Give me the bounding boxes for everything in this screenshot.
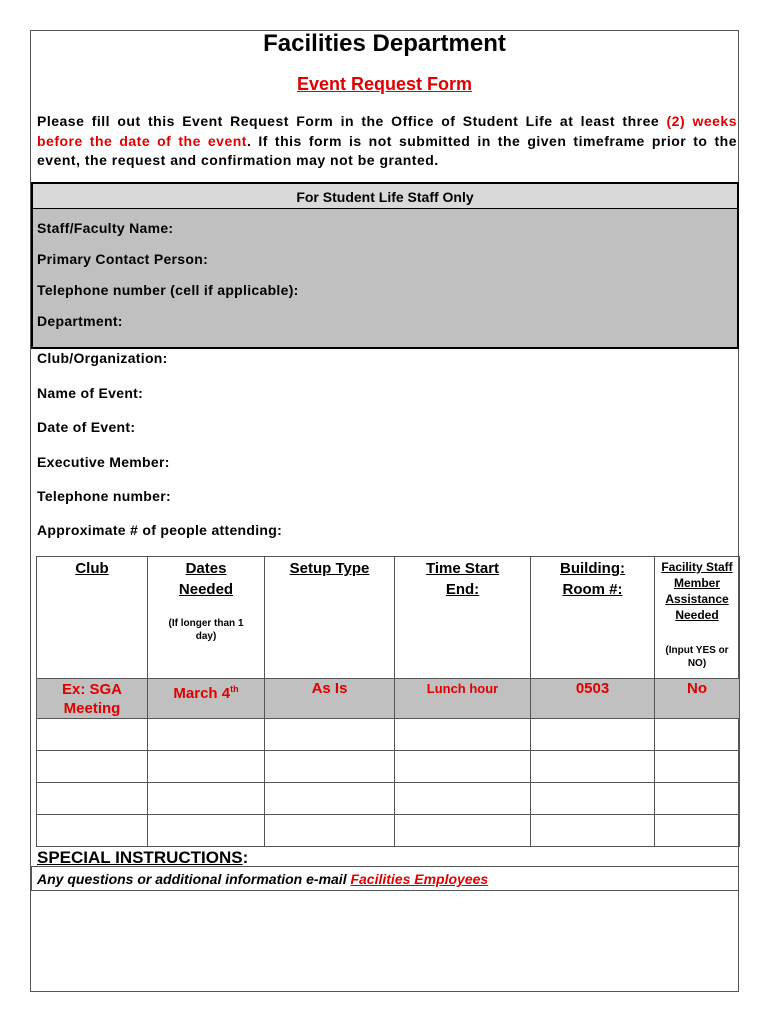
dates-note: (If longer than 1 day) [168,618,244,642]
table-cell[interactable] [37,719,148,751]
request-table [36,556,740,847]
table-cell[interactable] [265,751,395,783]
table-cell[interactable] [265,815,395,847]
table-cell[interactable] [148,815,265,847]
header-dates-label: Dates [185,560,227,577]
table-cell[interactable] [37,815,148,847]
header-time-label-2: End: [445,581,480,598]
table-cell[interactable] [531,783,655,815]
intro-text-2: . If this form is not submitted in the given timeframe prior to the event, the request and confirmation may not be granted. [37,132,737,168]
table-cell[interactable] [395,783,531,815]
facility-note: (Input YES or NO) [665,645,729,669]
example-club: Ex: SGA Meeting [37,679,148,719]
table-row [37,719,740,751]
staff-telephone-field[interactable]: Telephone number (cell if applicable): [37,282,299,298]
facilities-employees-link[interactable]: Facilities Employees [350,871,489,887]
primary-contact-field[interactable]: Primary Contact Person: [37,251,209,267]
event-date-field[interactable]: Date of Event: [37,419,136,435]
header-building [531,557,655,679]
header-time-label: Time Start [425,560,500,577]
executive-member-field[interactable]: Executive Member: [37,454,170,470]
table-cell[interactable] [265,719,395,751]
example-assist: No [655,679,740,719]
table-cell[interactable] [655,815,740,847]
example-room: 0503 [531,679,655,719]
table-cell[interactable] [395,719,531,751]
intro-highlight: (2) weeks before the date of the event [37,113,737,149]
intro-text-1: Please fill out this Event Request Form in the Office of Student Life at least three [37,113,667,129]
table-cell[interactable] [655,751,740,783]
table-row [37,751,740,783]
table-row [37,815,740,847]
form-subtitle: Event Request Form [296,74,473,94]
special-text: Any questions or additional information e-mail [37,871,351,887]
header-time [395,557,531,679]
table-cell[interactable] [531,751,655,783]
intro-paragraph [37,112,737,171]
example-setup: As Is [265,679,395,719]
example-time: Lunch hour [395,679,531,719]
attendance-field[interactable]: Approximate # of people attending: [37,522,283,538]
table-cell[interactable] [37,783,148,815]
table-cell[interactable] [655,783,740,815]
header-setup: Setup Type [265,557,395,679]
staff-faculty-name-field[interactable]: Staff/Faculty Name: [37,220,174,236]
table-cell[interactable] [148,783,265,815]
header-building-label-2: Room #: [562,581,623,598]
example-row [37,679,740,719]
table-cell[interactable] [531,815,655,847]
telephone-field[interactable]: Telephone number: [37,488,171,504]
table-cell[interactable] [265,783,395,815]
table-cell[interactable] [395,815,531,847]
event-name-field[interactable]: Name of Event: [37,385,144,401]
club-organization-field[interactable]: Club/Organization: [37,350,168,366]
table-cell[interactable] [395,751,531,783]
staff-section-header: For Student Life Staff Only [33,184,737,209]
special-instructions-title: SPECIAL INSTRUCTIONS: [37,848,249,867]
header-club: Club [37,557,148,679]
header-facility [655,557,740,679]
example-date: March 4th [148,679,265,719]
table-cell[interactable] [148,751,265,783]
table-cell[interactable] [531,719,655,751]
header-dates [148,557,265,679]
header-facility-label: Facility Staff Member Assistance Needed [661,560,733,622]
special-instructions-box[interactable] [31,866,739,891]
table-cell[interactable] [655,719,740,751]
header-dates-label-2: Needed [178,581,234,598]
header-building-label: Building: [560,560,625,577]
table-cell[interactable] [148,719,265,751]
table-cell[interactable] [37,751,148,783]
department-field[interactable]: Department: [37,313,123,329]
table-row [37,783,740,815]
page-title: Facilities Department [263,30,506,57]
table-header-row [37,557,740,679]
